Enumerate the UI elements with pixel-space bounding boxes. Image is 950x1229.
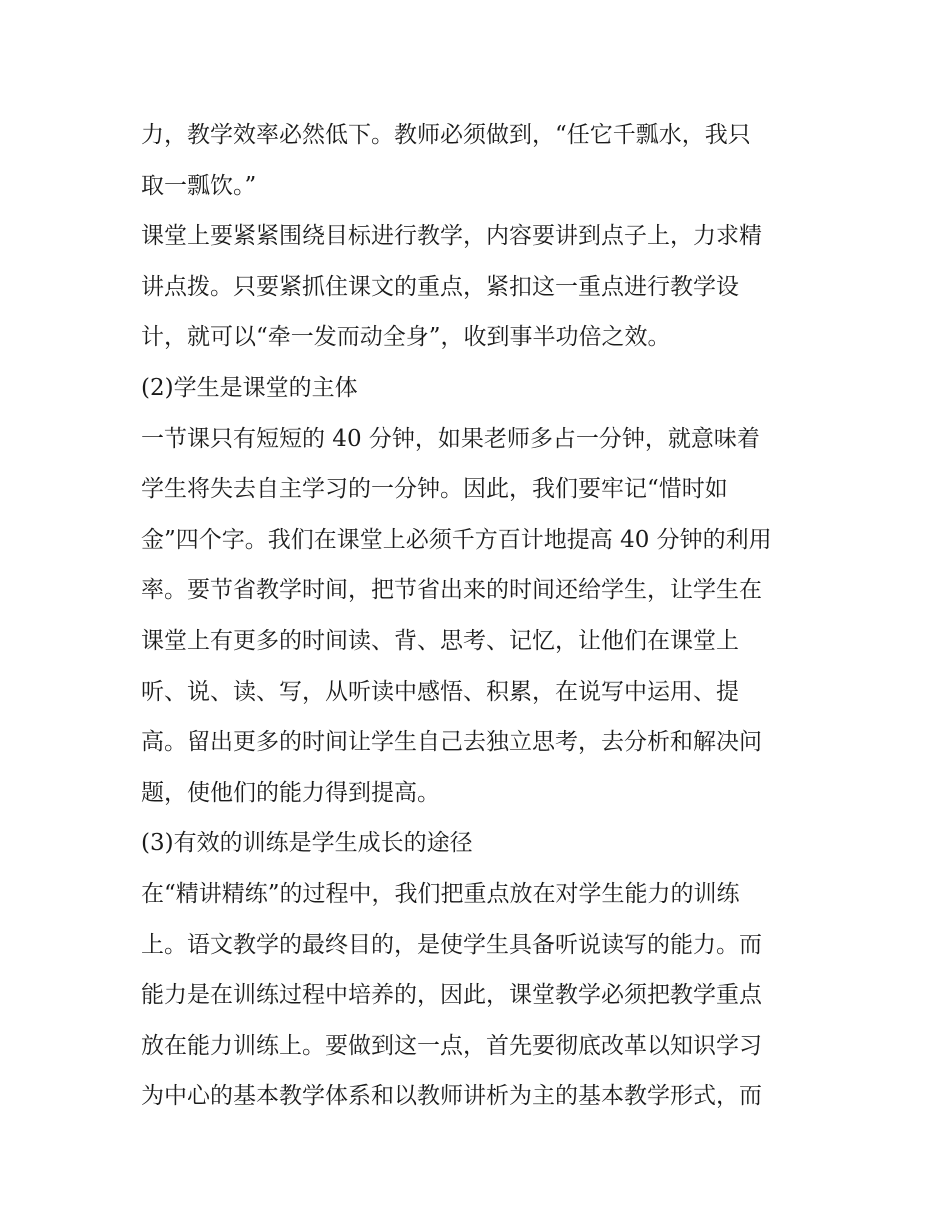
text-line: 题，使他们的能力得到提高。	[141, 779, 440, 806]
text-line: 取一瓢饮。”	[141, 172, 257, 199]
text-line: 在“精讲精练”的过程中，我们把重点放在对学生能力的训练	[141, 880, 740, 907]
text-line: 上。语文教学的最终目的，是使学生具备听说读写的能力。而	[141, 931, 762, 958]
text-line: 听、说、读、写，从听读中感悟、积累，在说写中运用、提	[141, 678, 739, 705]
text-line: 课堂上要紧紧围绕目标进行教学，内容要讲到点子上，力求精	[141, 223, 762, 250]
text-line: 讲点拨。只要紧抓住课文的重点，紧扣这一重点进行教学设	[141, 273, 739, 300]
text-line: 能力是在训练过程中培养的，因此，课堂教学必须把教学重点	[141, 982, 762, 1009]
text-line: 学生将失去自主学习的一分钟。因此，我们要牢记“惜时如	[141, 476, 728, 503]
text-line: 计，就可以“牵一发而动全身”，收到事半功倍之效。	[141, 324, 671, 351]
text-line: 课堂上有更多的时间读、背、思考、记忆，让他们在课堂上	[141, 627, 739, 654]
text-line: 率。要节省教学时间，把节省出来的时间还给学生，让学生在	[141, 577, 762, 604]
text-line: 力，教学效率必然低下。教师必须做到，“任它千瓢水，我只	[141, 122, 751, 148]
body-text	[141, 110, 821, 1122]
text-line: 金”四个字。我们在课堂上必须千方百计地提高 40 分钟的利用	[141, 526, 772, 553]
text-line: 高。留出更多的时间让学生自己去独立思考，去分析和解决问	[141, 729, 762, 756]
section-heading-3: (3)有效的训练是学生成长的途径	[141, 830, 473, 857]
text-line: 放在能力训练上。要做到这一点，首先要彻底改革以知识学习	[141, 1032, 762, 1059]
text-line: 一节课只有短短的 40 分钟，如果老师多占一分钟，就意味着	[141, 425, 760, 452]
section-heading-2: (2)学生是课堂的主体	[141, 374, 358, 401]
text-line: 为中心的基本教学体系和以教师讲析为主的基本教学形式，而	[141, 1083, 762, 1110]
